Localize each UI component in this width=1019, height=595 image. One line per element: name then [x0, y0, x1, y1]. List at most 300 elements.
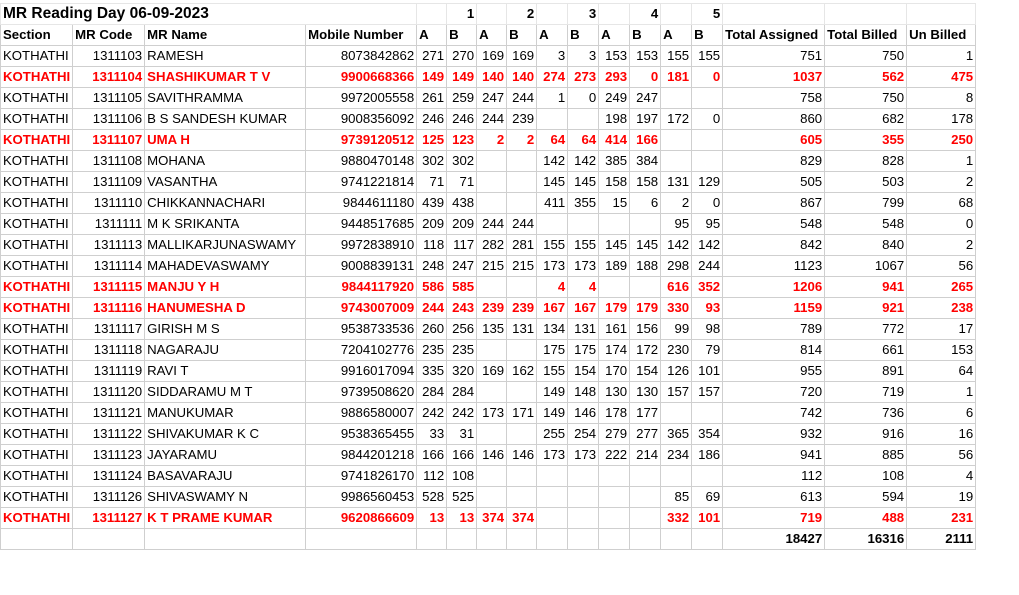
cell-g1-b[interactable]: 302: [447, 151, 477, 172]
cell-g3-a[interactable]: 155: [537, 361, 568, 382]
cell-g3-b[interactable]: 173: [568, 445, 599, 466]
cell-section[interactable]: KOTHATHI: [1, 298, 73, 319]
cell-mr-name[interactable]: MANJU Y H: [145, 277, 306, 298]
cell-section[interactable]: KOTHATHI: [1, 424, 73, 445]
cell-g5-b[interactable]: 352: [692, 277, 723, 298]
total-assigned-sum[interactable]: 18427: [723, 529, 825, 550]
cell-section[interactable]: KOTHATHI: [1, 256, 73, 277]
cell-g3-b[interactable]: [568, 508, 599, 529]
cell-g1-a[interactable]: 112: [417, 466, 447, 487]
cell-total-assigned[interactable]: 814: [723, 340, 825, 361]
group-number[interactable]: 2: [507, 4, 537, 25]
cell-mr-name[interactable]: SHASHIKUMAR T V: [145, 67, 306, 88]
cell-g4-b[interactable]: 166: [630, 130, 661, 151]
cell-total-assigned[interactable]: 1206: [723, 277, 825, 298]
cell-g3-b[interactable]: 4: [568, 277, 599, 298]
cell-g4-a[interactable]: 170: [599, 361, 630, 382]
cell-g5-a[interactable]: 157: [661, 382, 692, 403]
cell-total-billed[interactable]: 840: [825, 235, 907, 256]
cell-g3-b[interactable]: 254: [568, 424, 599, 445]
cell-un-billed[interactable]: 68: [907, 193, 976, 214]
cell-total-billed[interactable]: 562: [825, 67, 907, 88]
cell-total-billed[interactable]: 108: [825, 466, 907, 487]
cell-total-billed[interactable]: 355: [825, 130, 907, 151]
cell-mr-name[interactable]: MANUKUMAR: [145, 403, 306, 424]
cell-mr-code[interactable]: 1311111: [73, 214, 145, 235]
cell-g1-a[interactable]: 586: [417, 277, 447, 298]
cell-g5-b[interactable]: [692, 403, 723, 424]
cell-total-assigned[interactable]: 112: [723, 466, 825, 487]
header-mr-code[interactable]: MR Code: [73, 25, 145, 46]
cell-g4-b[interactable]: 153: [630, 46, 661, 67]
header-section[interactable]: Section: [1, 25, 73, 46]
header-a[interactable]: A: [537, 25, 568, 46]
cell-g3-b[interactable]: 146: [568, 403, 599, 424]
cell-g2-a[interactable]: [477, 424, 507, 445]
header-b[interactable]: B: [630, 25, 661, 46]
cell-mr-code[interactable]: 1311126: [73, 487, 145, 508]
header-b[interactable]: B: [447, 25, 477, 46]
cell-g1-b[interactable]: 13: [447, 508, 477, 529]
cell-total-billed[interactable]: 799: [825, 193, 907, 214]
cell-g3-a[interactable]: [537, 109, 568, 130]
cell-g5-a[interactable]: 332: [661, 508, 692, 529]
group-number[interactable]: 4: [630, 4, 661, 25]
cell[interactable]: [599, 4, 630, 25]
cell-g4-b[interactable]: 188: [630, 256, 661, 277]
cell-mr-code[interactable]: 1311103: [73, 46, 145, 67]
cell-g3-b[interactable]: 131: [568, 319, 599, 340]
cell-g2-b[interactable]: [507, 151, 537, 172]
cell-g2-b[interactable]: 239: [507, 109, 537, 130]
cell-mr-name[interactable]: NAGARAJU: [145, 340, 306, 361]
cell[interactable]: [599, 529, 630, 550]
cell-mobile-number[interactable]: 9741221814: [306, 172, 417, 193]
cell-total-billed[interactable]: 941: [825, 277, 907, 298]
cell-section[interactable]: KOTHATHI: [1, 235, 73, 256]
cell-total-assigned[interactable]: 742: [723, 403, 825, 424]
cell-total-assigned[interactable]: 505: [723, 172, 825, 193]
header-a[interactable]: A: [599, 25, 630, 46]
cell-g4-b[interactable]: 384: [630, 151, 661, 172]
cell-g5-b[interactable]: 157: [692, 382, 723, 403]
cell-g3-a[interactable]: [537, 508, 568, 529]
cell-total-billed[interactable]: 594: [825, 487, 907, 508]
cell-total-assigned[interactable]: 932: [723, 424, 825, 445]
cell-g2-b[interactable]: 374: [507, 508, 537, 529]
cell-total-assigned[interactable]: 955: [723, 361, 825, 382]
cell-mr-code[interactable]: 1311120: [73, 382, 145, 403]
cell-g3-b[interactable]: 167: [568, 298, 599, 319]
cell-mr-code[interactable]: 1311107: [73, 130, 145, 151]
cell-un-billed[interactable]: 56: [907, 256, 976, 277]
cell-un-billed[interactable]: 178: [907, 109, 976, 130]
cell-g2-b[interactable]: [507, 340, 537, 361]
cell-g4-a[interactable]: [599, 466, 630, 487]
cell-g5-a[interactable]: 155: [661, 46, 692, 67]
cell-g2-b[interactable]: 215: [507, 256, 537, 277]
cell-g5-b[interactable]: 98: [692, 319, 723, 340]
cell-g4-b[interactable]: 247: [630, 88, 661, 109]
cell-g1-b[interactable]: 247: [447, 256, 477, 277]
cell-un-billed[interactable]: 8: [907, 88, 976, 109]
cell-mobile-number[interactable]: 9972005558: [306, 88, 417, 109]
cell-mr-code[interactable]: 1311104: [73, 67, 145, 88]
cell-g4-a[interactable]: [599, 487, 630, 508]
cell-total-assigned[interactable]: 842: [723, 235, 825, 256]
cell-g1-b[interactable]: 117: [447, 235, 477, 256]
cell-g5-b[interactable]: [692, 88, 723, 109]
cell-mr-name[interactable]: UMA H: [145, 130, 306, 151]
cell-g4-a[interactable]: 179: [599, 298, 630, 319]
cell-section[interactable]: KOTHATHI: [1, 67, 73, 88]
cell-total-assigned[interactable]: 860: [723, 109, 825, 130]
cell-mobile-number[interactable]: 9916017094: [306, 361, 417, 382]
cell-g4-a[interactable]: 161: [599, 319, 630, 340]
cell-g3-b[interactable]: 154: [568, 361, 599, 382]
cell-g1-b[interactable]: 525: [447, 487, 477, 508]
group-number[interactable]: 5: [692, 4, 723, 25]
cell-g2-a[interactable]: [477, 382, 507, 403]
cell-g3-a[interactable]: 175: [537, 340, 568, 361]
cell-g3-b[interactable]: 355: [568, 193, 599, 214]
cell-mobile-number[interactable]: 9008839131: [306, 256, 417, 277]
cell-mr-name[interactable]: JAYARAMU: [145, 445, 306, 466]
cell-g4-a[interactable]: 15: [599, 193, 630, 214]
cell-total-assigned[interactable]: 605: [723, 130, 825, 151]
cell-total-assigned[interactable]: 751: [723, 46, 825, 67]
cell-total-billed[interactable]: 682: [825, 109, 907, 130]
cell-section[interactable]: KOTHATHI: [1, 340, 73, 361]
cell-g1-a[interactable]: 246: [417, 109, 447, 130]
cell-g1-a[interactable]: 261: [417, 88, 447, 109]
cell-g3-b[interactable]: 142: [568, 151, 599, 172]
cell[interactable]: [306, 529, 417, 550]
cell-g2-a[interactable]: [477, 487, 507, 508]
cell-g3-b[interactable]: 64: [568, 130, 599, 151]
cell-mr-name[interactable]: B S SANDESH KUMAR: [145, 109, 306, 130]
cell-mr-code[interactable]: 1311127: [73, 508, 145, 529]
cell-g1-b[interactable]: 284: [447, 382, 477, 403]
cell-mobile-number[interactable]: 9972838910: [306, 235, 417, 256]
cell[interactable]: [477, 4, 507, 25]
cell-mr-code[interactable]: 1311106: [73, 109, 145, 130]
cell-g1-b[interactable]: 256: [447, 319, 477, 340]
cell-g2-b[interactable]: 281: [507, 235, 537, 256]
cell-g2-a[interactable]: [477, 340, 507, 361]
header-a[interactable]: A: [417, 25, 447, 46]
cell-mobile-number[interactable]: 9739120512: [306, 130, 417, 151]
cell-g2-b[interactable]: [507, 487, 537, 508]
cell-g5-b[interactable]: [692, 466, 723, 487]
cell-mr-code[interactable]: 1311115: [73, 277, 145, 298]
cell-mr-name[interactable]: MAHADEVASWAMY: [145, 256, 306, 277]
cell-mr-name[interactable]: SHIVAKUMAR K C: [145, 424, 306, 445]
cell-g4-a[interactable]: 198: [599, 109, 630, 130]
cell[interactable]: [417, 529, 447, 550]
cell-g2-a[interactable]: [477, 151, 507, 172]
total-billed-sum[interactable]: 16316: [825, 529, 907, 550]
cell-mobile-number[interactable]: 9844117920: [306, 277, 417, 298]
cell-g5-b[interactable]: [692, 130, 723, 151]
header-a[interactable]: A: [477, 25, 507, 46]
cell-g5-a[interactable]: 172: [661, 109, 692, 130]
cell-g3-a[interactable]: [537, 466, 568, 487]
cell-g2-b[interactable]: [507, 382, 537, 403]
cell-g2-a[interactable]: 215: [477, 256, 507, 277]
cell-g2-a[interactable]: 244: [477, 109, 507, 130]
cell-g4-b[interactable]: [630, 487, 661, 508]
cell-mr-code[interactable]: 1311110: [73, 193, 145, 214]
cell-total-billed[interactable]: 772: [825, 319, 907, 340]
cell-mr-name[interactable]: MOHANA: [145, 151, 306, 172]
cell-total-assigned[interactable]: 789: [723, 319, 825, 340]
cell-total-billed[interactable]: 1067: [825, 256, 907, 277]
cell-mobile-number[interactable]: 9886580007: [306, 403, 417, 424]
cell-g5-b[interactable]: 0: [692, 67, 723, 88]
header-mobile-number[interactable]: Mobile Number: [306, 25, 417, 46]
cell-g4-b[interactable]: 197: [630, 109, 661, 130]
cell-g5-a[interactable]: 330: [661, 298, 692, 319]
cell-g3-a[interactable]: 155: [537, 235, 568, 256]
cell-g4-a[interactable]: 222: [599, 445, 630, 466]
cell-total-billed[interactable]: 891: [825, 361, 907, 382]
cell-g2-b[interactable]: 244: [507, 214, 537, 235]
cell-g3-a[interactable]: 64: [537, 130, 568, 151]
cell-g2-a[interactable]: [477, 466, 507, 487]
cell-un-billed[interactable]: 2: [907, 235, 976, 256]
cell-g4-b[interactable]: 172: [630, 340, 661, 361]
cell-g3-b[interactable]: [568, 487, 599, 508]
cell-total-assigned[interactable]: 867: [723, 193, 825, 214]
cell-g4-b[interactable]: 214: [630, 445, 661, 466]
cell-un-billed[interactable]: 16: [907, 424, 976, 445]
cell-g4-a[interactable]: [599, 214, 630, 235]
cell-total-assigned[interactable]: 758: [723, 88, 825, 109]
cell-un-billed[interactable]: 250: [907, 130, 976, 151]
cell-g4-a[interactable]: [599, 277, 630, 298]
cell-section[interactable]: KOTHATHI: [1, 109, 73, 130]
cell-g5-b[interactable]: 0: [692, 109, 723, 130]
cell-g5-a[interactable]: 95: [661, 214, 692, 235]
cell-g1-a[interactable]: 244: [417, 298, 447, 319]
cell-un-billed[interactable]: 19: [907, 487, 976, 508]
cell-g1-a[interactable]: 439: [417, 193, 447, 214]
cell-mr-name[interactable]: K T PRAME KUMAR: [145, 508, 306, 529]
cell[interactable]: [477, 529, 507, 550]
cell-un-billed[interactable]: 475: [907, 67, 976, 88]
cell-g3-b[interactable]: [568, 214, 599, 235]
cell-g1-b[interactable]: 31: [447, 424, 477, 445]
cell-mr-code[interactable]: 1311105: [73, 88, 145, 109]
cell-mr-code[interactable]: 1311108: [73, 151, 145, 172]
cell-g3-a[interactable]: 134: [537, 319, 568, 340]
cell-mr-name[interactable]: RAMESH: [145, 46, 306, 67]
cell-g1-a[interactable]: 284: [417, 382, 447, 403]
cell[interactable]: [507, 529, 537, 550]
cell-g2-a[interactable]: [477, 277, 507, 298]
cell-g3-a[interactable]: 173: [537, 256, 568, 277]
cell-g1-b[interactable]: 71: [447, 172, 477, 193]
cell-g5-a[interactable]: [661, 466, 692, 487]
cell-mr-name[interactable]: GIRISH M S: [145, 319, 306, 340]
cell[interactable]: [630, 529, 661, 550]
cell-g3-b[interactable]: 273: [568, 67, 599, 88]
cell[interactable]: [907, 4, 976, 25]
cell-g1-b[interactable]: 438: [447, 193, 477, 214]
cell-section[interactable]: KOTHATHI: [1, 151, 73, 172]
cell-g3-a[interactable]: 173: [537, 445, 568, 466]
cell-g2-a[interactable]: 173: [477, 403, 507, 424]
cell-g2-b[interactable]: 131: [507, 319, 537, 340]
cell-g5-a[interactable]: [661, 151, 692, 172]
cell-g3-a[interactable]: 4: [537, 277, 568, 298]
cell-mr-name[interactable]: MALLIKARJUNASWAMY: [145, 235, 306, 256]
cell-g1-b[interactable]: 209: [447, 214, 477, 235]
cell-section[interactable]: KOTHATHI: [1, 403, 73, 424]
cell-g4-a[interactable]: 174: [599, 340, 630, 361]
cell-mr-code[interactable]: 1311122: [73, 424, 145, 445]
cell-section[interactable]: KOTHATHI: [1, 46, 73, 67]
cell-total-assigned[interactable]: 1123: [723, 256, 825, 277]
cell-g1-a[interactable]: 125: [417, 130, 447, 151]
cell-mr-name[interactable]: VASANTHA: [145, 172, 306, 193]
cell-g1-a[interactable]: 71: [417, 172, 447, 193]
cell-g2-b[interactable]: 171: [507, 403, 537, 424]
cell-mr-code[interactable]: 1311124: [73, 466, 145, 487]
cell-mr-name[interactable]: SAVITHRAMMA: [145, 88, 306, 109]
cell[interactable]: [447, 529, 477, 550]
cell[interactable]: [417, 4, 447, 25]
cell-section[interactable]: KOTHATHI: [1, 382, 73, 403]
cell-g3-b[interactable]: 155: [568, 235, 599, 256]
header-b[interactable]: B: [568, 25, 599, 46]
cell-g2-a[interactable]: 169: [477, 361, 507, 382]
cell-g2-a[interactable]: 244: [477, 214, 507, 235]
cell-g1-b[interactable]: 123: [447, 130, 477, 151]
cell-g5-b[interactable]: 79: [692, 340, 723, 361]
cell-mobile-number[interactable]: 9743007009: [306, 298, 417, 319]
cell-mobile-number[interactable]: 9620866609: [306, 508, 417, 529]
cell-un-billed[interactable]: 1: [907, 382, 976, 403]
un-billed-sum[interactable]: 2111: [907, 529, 976, 550]
header-b[interactable]: B: [692, 25, 723, 46]
cell-un-billed[interactable]: 1: [907, 151, 976, 172]
cell-g2-b[interactable]: [507, 277, 537, 298]
cell-g5-b[interactable]: 93: [692, 298, 723, 319]
cell-g1-a[interactable]: 149: [417, 67, 447, 88]
cell-g3-a[interactable]: [537, 214, 568, 235]
cell-total-billed[interactable]: 548: [825, 214, 907, 235]
cell[interactable]: [568, 529, 599, 550]
cell-g5-b[interactable]: 129: [692, 172, 723, 193]
cell-g3-b[interactable]: 145: [568, 172, 599, 193]
cell-mr-code[interactable]: 1311116: [73, 298, 145, 319]
cell[interactable]: [1, 529, 73, 550]
cell-g4-a[interactable]: 153: [599, 46, 630, 67]
cell-mr-name[interactable]: BASAVARAJU: [145, 466, 306, 487]
cell-g2-a[interactable]: 2: [477, 130, 507, 151]
cell-g4-b[interactable]: 179: [630, 298, 661, 319]
cell-g2-b[interactable]: 162: [507, 361, 537, 382]
cell-g2-a[interactable]: 140: [477, 67, 507, 88]
cell-g1-b[interactable]: 235: [447, 340, 477, 361]
cell-g2-a[interactable]: 146: [477, 445, 507, 466]
cell-g3-b[interactable]: [568, 466, 599, 487]
cell-g1-a[interactable]: 118: [417, 235, 447, 256]
cell-g2-b[interactable]: 169: [507, 46, 537, 67]
cell[interactable]: [661, 529, 692, 550]
cell-g4-a[interactable]: 158: [599, 172, 630, 193]
cell-section[interactable]: KOTHATHI: [1, 487, 73, 508]
cell-un-billed[interactable]: 17: [907, 319, 976, 340]
cell-g5-a[interactable]: 230: [661, 340, 692, 361]
header-a[interactable]: A: [661, 25, 692, 46]
cell-g3-a[interactable]: 3: [537, 46, 568, 67]
cell-g3-b[interactable]: 0: [568, 88, 599, 109]
cell-mobile-number[interactable]: 9880470148: [306, 151, 417, 172]
cell-g2-a[interactable]: 135: [477, 319, 507, 340]
cell-g1-b[interactable]: 246: [447, 109, 477, 130]
cell-g2-a[interactable]: 374: [477, 508, 507, 529]
cell-total-billed[interactable]: 750: [825, 88, 907, 109]
cell-section[interactable]: KOTHATHI: [1, 172, 73, 193]
cell-g5-a[interactable]: 181: [661, 67, 692, 88]
cell-un-billed[interactable]: 64: [907, 361, 976, 382]
cell-section[interactable]: KOTHATHI: [1, 193, 73, 214]
cell-g3-b[interactable]: 3: [568, 46, 599, 67]
cell-mobile-number[interactable]: 9986560453: [306, 487, 417, 508]
cell-g5-a[interactable]: 99: [661, 319, 692, 340]
cell-g1-b[interactable]: 243: [447, 298, 477, 319]
cell-section[interactable]: KOTHATHI: [1, 88, 73, 109]
header-total-assigned[interactable]: Total Assigned: [723, 25, 825, 46]
cell-g4-a[interactable]: 279: [599, 424, 630, 445]
cell-g4-b[interactable]: [630, 277, 661, 298]
cell-mobile-number[interactable]: 9900668366: [306, 67, 417, 88]
cell-un-billed[interactable]: 4: [907, 466, 976, 487]
cell-total-billed[interactable]: 719: [825, 382, 907, 403]
cell-g3-a[interactable]: 255: [537, 424, 568, 445]
cell-mobile-number[interactable]: 9008356092: [306, 109, 417, 130]
cell[interactable]: [661, 4, 692, 25]
cell-g4-b[interactable]: 0: [630, 67, 661, 88]
cell-g5-b[interactable]: 186: [692, 445, 723, 466]
cell-mobile-number[interactable]: 9448517685: [306, 214, 417, 235]
cell-g4-b[interactable]: 156: [630, 319, 661, 340]
cell-total-assigned[interactable]: 829: [723, 151, 825, 172]
cell-g1-a[interactable]: 528: [417, 487, 447, 508]
cell-g4-b[interactable]: [630, 466, 661, 487]
cell-g3-a[interactable]: 149: [537, 403, 568, 424]
cell-g1-b[interactable]: 242: [447, 403, 477, 424]
cell-un-billed[interactable]: 231: [907, 508, 976, 529]
cell-g4-b[interactable]: 277: [630, 424, 661, 445]
cell-g3-a[interactable]: 411: [537, 193, 568, 214]
cell-mr-name[interactable]: M K SRIKANTA: [145, 214, 306, 235]
cell-g5-b[interactable]: [692, 151, 723, 172]
cell-g5-b[interactable]: 95: [692, 214, 723, 235]
cell-g3-a[interactable]: 145: [537, 172, 568, 193]
cell-mr-code[interactable]: 1311117: [73, 319, 145, 340]
cell-g5-a[interactable]: 298: [661, 256, 692, 277]
cell-total-assigned[interactable]: 548: [723, 214, 825, 235]
cell[interactable]: [825, 4, 907, 25]
cell-g4-b[interactable]: [630, 214, 661, 235]
cell-g1-a[interactable]: 260: [417, 319, 447, 340]
header-un-billed[interactable]: Un Billed: [907, 25, 976, 46]
cell-g2-b[interactable]: 2: [507, 130, 537, 151]
